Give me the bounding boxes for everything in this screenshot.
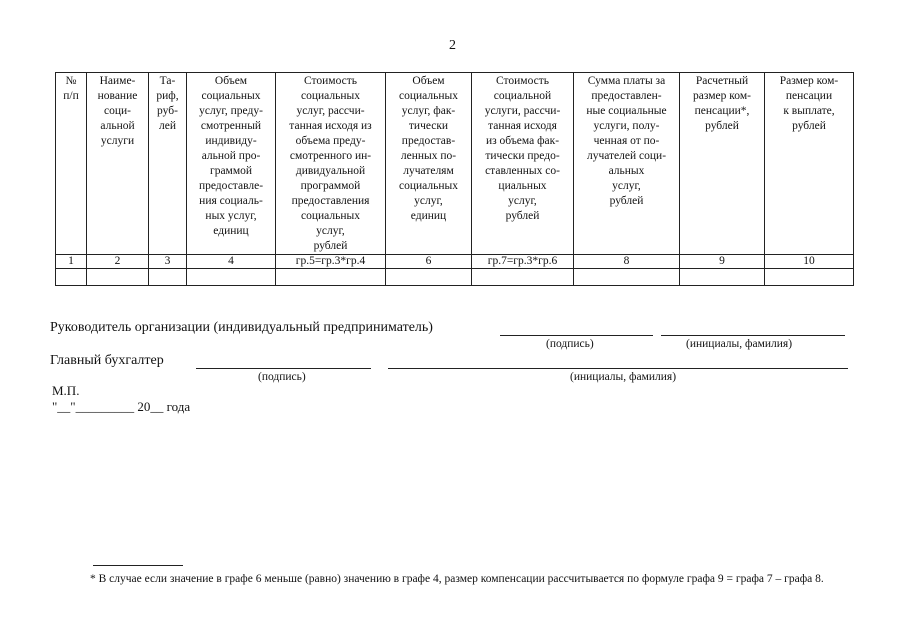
column-number: 3 bbox=[149, 255, 187, 269]
header-cell bbox=[386, 73, 472, 255]
header-cell bbox=[56, 73, 87, 255]
column-number: 1 bbox=[56, 255, 87, 269]
date-line: "__"_________ 20__ года bbox=[52, 399, 191, 414]
accountant-name-caption: (инициалы, фамилия) bbox=[570, 371, 677, 383]
header-text: Размер ком- пенсации к выплате, рублей bbox=[779, 75, 839, 132]
empty-cell bbox=[87, 269, 149, 286]
header-cell bbox=[187, 73, 276, 255]
head-label: Руководитель организации (индивидуальный предприниматель) bbox=[50, 320, 433, 335]
column-number: 4 bbox=[187, 255, 276, 269]
header-cell bbox=[680, 73, 765, 255]
header-cell bbox=[87, 73, 149, 255]
empty-cell bbox=[56, 269, 87, 286]
header-text: Стоимость социальной услуги, рассчи- танная исходя из объема фак- тически предо- ставленных со- циальных услуг, рублей bbox=[484, 75, 561, 222]
head-name-line bbox=[661, 335, 845, 336]
footnote: * В случае если значение в графе 6 меньше (равно) значению в графе 4, размер компенсации рассчитывается по формуле графа 9 = графа 7 – графа 8. bbox=[90, 573, 824, 585]
header-text: Расчетный размер ком- пенсации*, рублей bbox=[693, 75, 751, 132]
empty-cell bbox=[765, 269, 854, 286]
header-cell bbox=[574, 73, 680, 255]
header-text: Объем социальных услуг, фак- тически предостав- ленных по- лучателям социальных услуг, единиц bbox=[399, 75, 458, 222]
empty-cell bbox=[680, 269, 765, 286]
empty-cell bbox=[276, 269, 386, 286]
empty-cell bbox=[149, 269, 187, 286]
header-cell bbox=[765, 73, 854, 255]
accountant-label: Главный бухгалтер bbox=[50, 353, 164, 368]
header-text: Сумма платы за предоставлен- ные социальные услуги, полу- ченная от по- лучателей соци- альных услуг, рублей bbox=[586, 75, 667, 207]
column-number: 8 bbox=[574, 255, 680, 269]
head-signature-line bbox=[500, 335, 653, 336]
column-number: 6 bbox=[386, 255, 472, 269]
table-empty-row bbox=[56, 269, 854, 286]
compensation-table bbox=[55, 72, 854, 286]
page-number: 2 bbox=[449, 38, 456, 53]
empty-cell bbox=[187, 269, 276, 286]
empty-cell bbox=[386, 269, 472, 286]
header-cell bbox=[276, 73, 386, 255]
head-signature-caption: (подпись) bbox=[546, 338, 594, 350]
column-number: 2 bbox=[87, 255, 149, 269]
header-text: Наиме- нование соци- альной услуги bbox=[97, 75, 138, 147]
column-number: 10 bbox=[765, 255, 854, 269]
accountant-signature-caption: (подпись) bbox=[258, 371, 306, 383]
header-cell bbox=[472, 73, 574, 255]
stamp-mark: М.П. bbox=[52, 383, 80, 398]
accountant-signature-line bbox=[196, 368, 371, 369]
empty-cell bbox=[574, 269, 680, 286]
header-text: Та- риф, руб- лей bbox=[156, 75, 179, 132]
table-header-row bbox=[56, 73, 854, 255]
column-number: 9 bbox=[680, 255, 765, 269]
header-text: Объем социальных услуг, преду- смотренный индивиду- альной про- граммой предоставле- ния социаль- ных услуг, единиц bbox=[198, 75, 264, 237]
header-text: № п/п bbox=[63, 75, 79, 102]
header-cell bbox=[149, 73, 187, 255]
column-number: гр.7=гр.3*гр.6 bbox=[472, 255, 574, 269]
head-name-caption: (инициалы, фамилия) bbox=[686, 338, 793, 350]
empty-cell bbox=[472, 269, 574, 286]
header-text: Стоимость социальных услуг, рассчи- танная исходя из объема преду- смотренного ин- дивидуальной программой предоставления социальных услуг, рублей bbox=[289, 75, 372, 252]
column-number: гр.5=гр.3*гр.4 bbox=[276, 255, 386, 269]
footnote-separator bbox=[93, 565, 183, 566]
accountant-name-line bbox=[388, 368, 848, 369]
column-number-row bbox=[56, 255, 854, 269]
